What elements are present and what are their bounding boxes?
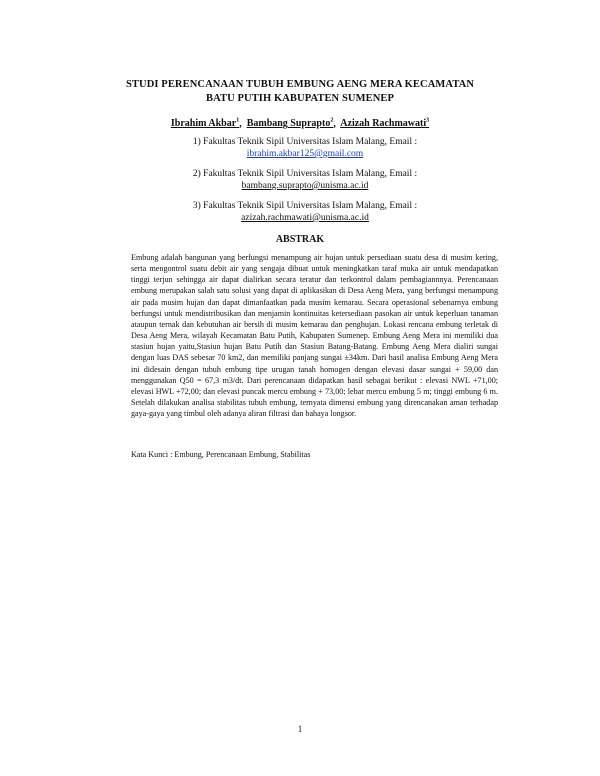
affiliation-1-text: 1) Fakultas Teknik Sipil Universitas Islam Malang, Email : [192, 137, 418, 147]
author-1: Ibrahim Akbar$^1$ [170, 118, 240, 130]
affiliation-1 [120, 136, 490, 160]
author-2: Bambang Suprapto$^2$ [246, 118, 334, 130]
affiliation-3 [120, 200, 490, 224]
affiliation-3-text: 3) Fakultas Teknik Sipil Universitas Islam Malang, Email : [192, 201, 418, 211]
email-link-1[interactable]: ibrahim.akbar125@gmail.com [246, 149, 364, 159]
keywords: Kata Kunci : Embung, Perencanaan Embung, Stabilitas [131, 450, 311, 459]
affiliation-2-text: 2) Fakultas Teknik Sipil Universitas Islam Malang, Email : [192, 169, 418, 179]
paper-title [100, 78, 500, 106]
affiliation-2 [120, 168, 490, 192]
abstract-heading: ABSTRAK [275, 234, 325, 245]
author-list: Ibrahim Akbar$^1$, Bambang Suprapto$^2$, Azizah Rachmawati$^3$ [170, 118, 430, 130]
author-3: Azizah Rachmawati$^3$ [340, 118, 430, 130]
title-line-2: BATU PUTIH KABUPATEN SUMENEP [205, 93, 395, 104]
page-number: 1 [297, 724, 303, 734]
title-line-1: STUDI PERENCANAAN TUBUH EMBUNG AENG MERA KECAMATAN [125, 79, 475, 90]
email-2: bambang.suprapto@unisma.ac.id [241, 181, 369, 191]
email-3: azizah.rachmawati@unisma.ac.id [241, 213, 369, 223]
abstract-body: Embung adalah bangunan yang berfungsi menampung air hujan untuk persediaan suatu desa di musim kering, serta mengontrol suatu debit air yang sengaja dibuat untuk meningkatkan taraf muka air untuk mendapatkan tinggi terjun sehingga air dapat dialirkan secara teratur dan terkontrol dalam pembagiannnya. Perencanaan embung merupakan salah satu solusi yang dapat di aplikasikan di Desa Aeng Mera, yang berfungsi menampung air pada musim hujan dan dapat dimanfaatkan pada musim kemarau. Secara operasional sebenarnya embung berfungsi untuk mendistribusikan dan menjamin kontinuitas ketersediaan pasokan air untuk keperluan tanaman ataupun ternak dan kebutuhan air bersih di musim kemarau dan penghujan. Lokasi rencana embung terletak di Desa Aeng Mera, wilayah Kecamatan Batu Putih, Kabupaten Sumenep. Embung Aeng Mera ini memiliki dua stasiun hujan yaitu,Stasiun hujan Batu Putih dan Stasiun Batang-Batang. Embung Aeng Mera dialiri sungai dengan luas DAS sebesar 70 km2, dan memiliki panjang sungai ±34km. Dari hasil analisa Embung Aeng Mera ini didesain dengan tubuh embung tipe urugan tanah homogen dengan elevasi dasar sungai + 59,00 dan menggunakan Q50 = 67,3 m3/dt. Dari perencanaan didapatkan hasil sebagai berikut : elevasi NWL +71,00; elevasi HWL +72,00; dan elevasi puncak mercu embung + 73,00; lebar mercu embung 5 m; tinggi embung 6 m. Setelah dilakukan analisa stabilitas tubuh embung, ternyata dimensi embung yang direncanakan aman terhadap gaya-gaya yang timbul oleh adanya aliran filtrasi dan bahaya longsor. [131, 253, 498, 419]
